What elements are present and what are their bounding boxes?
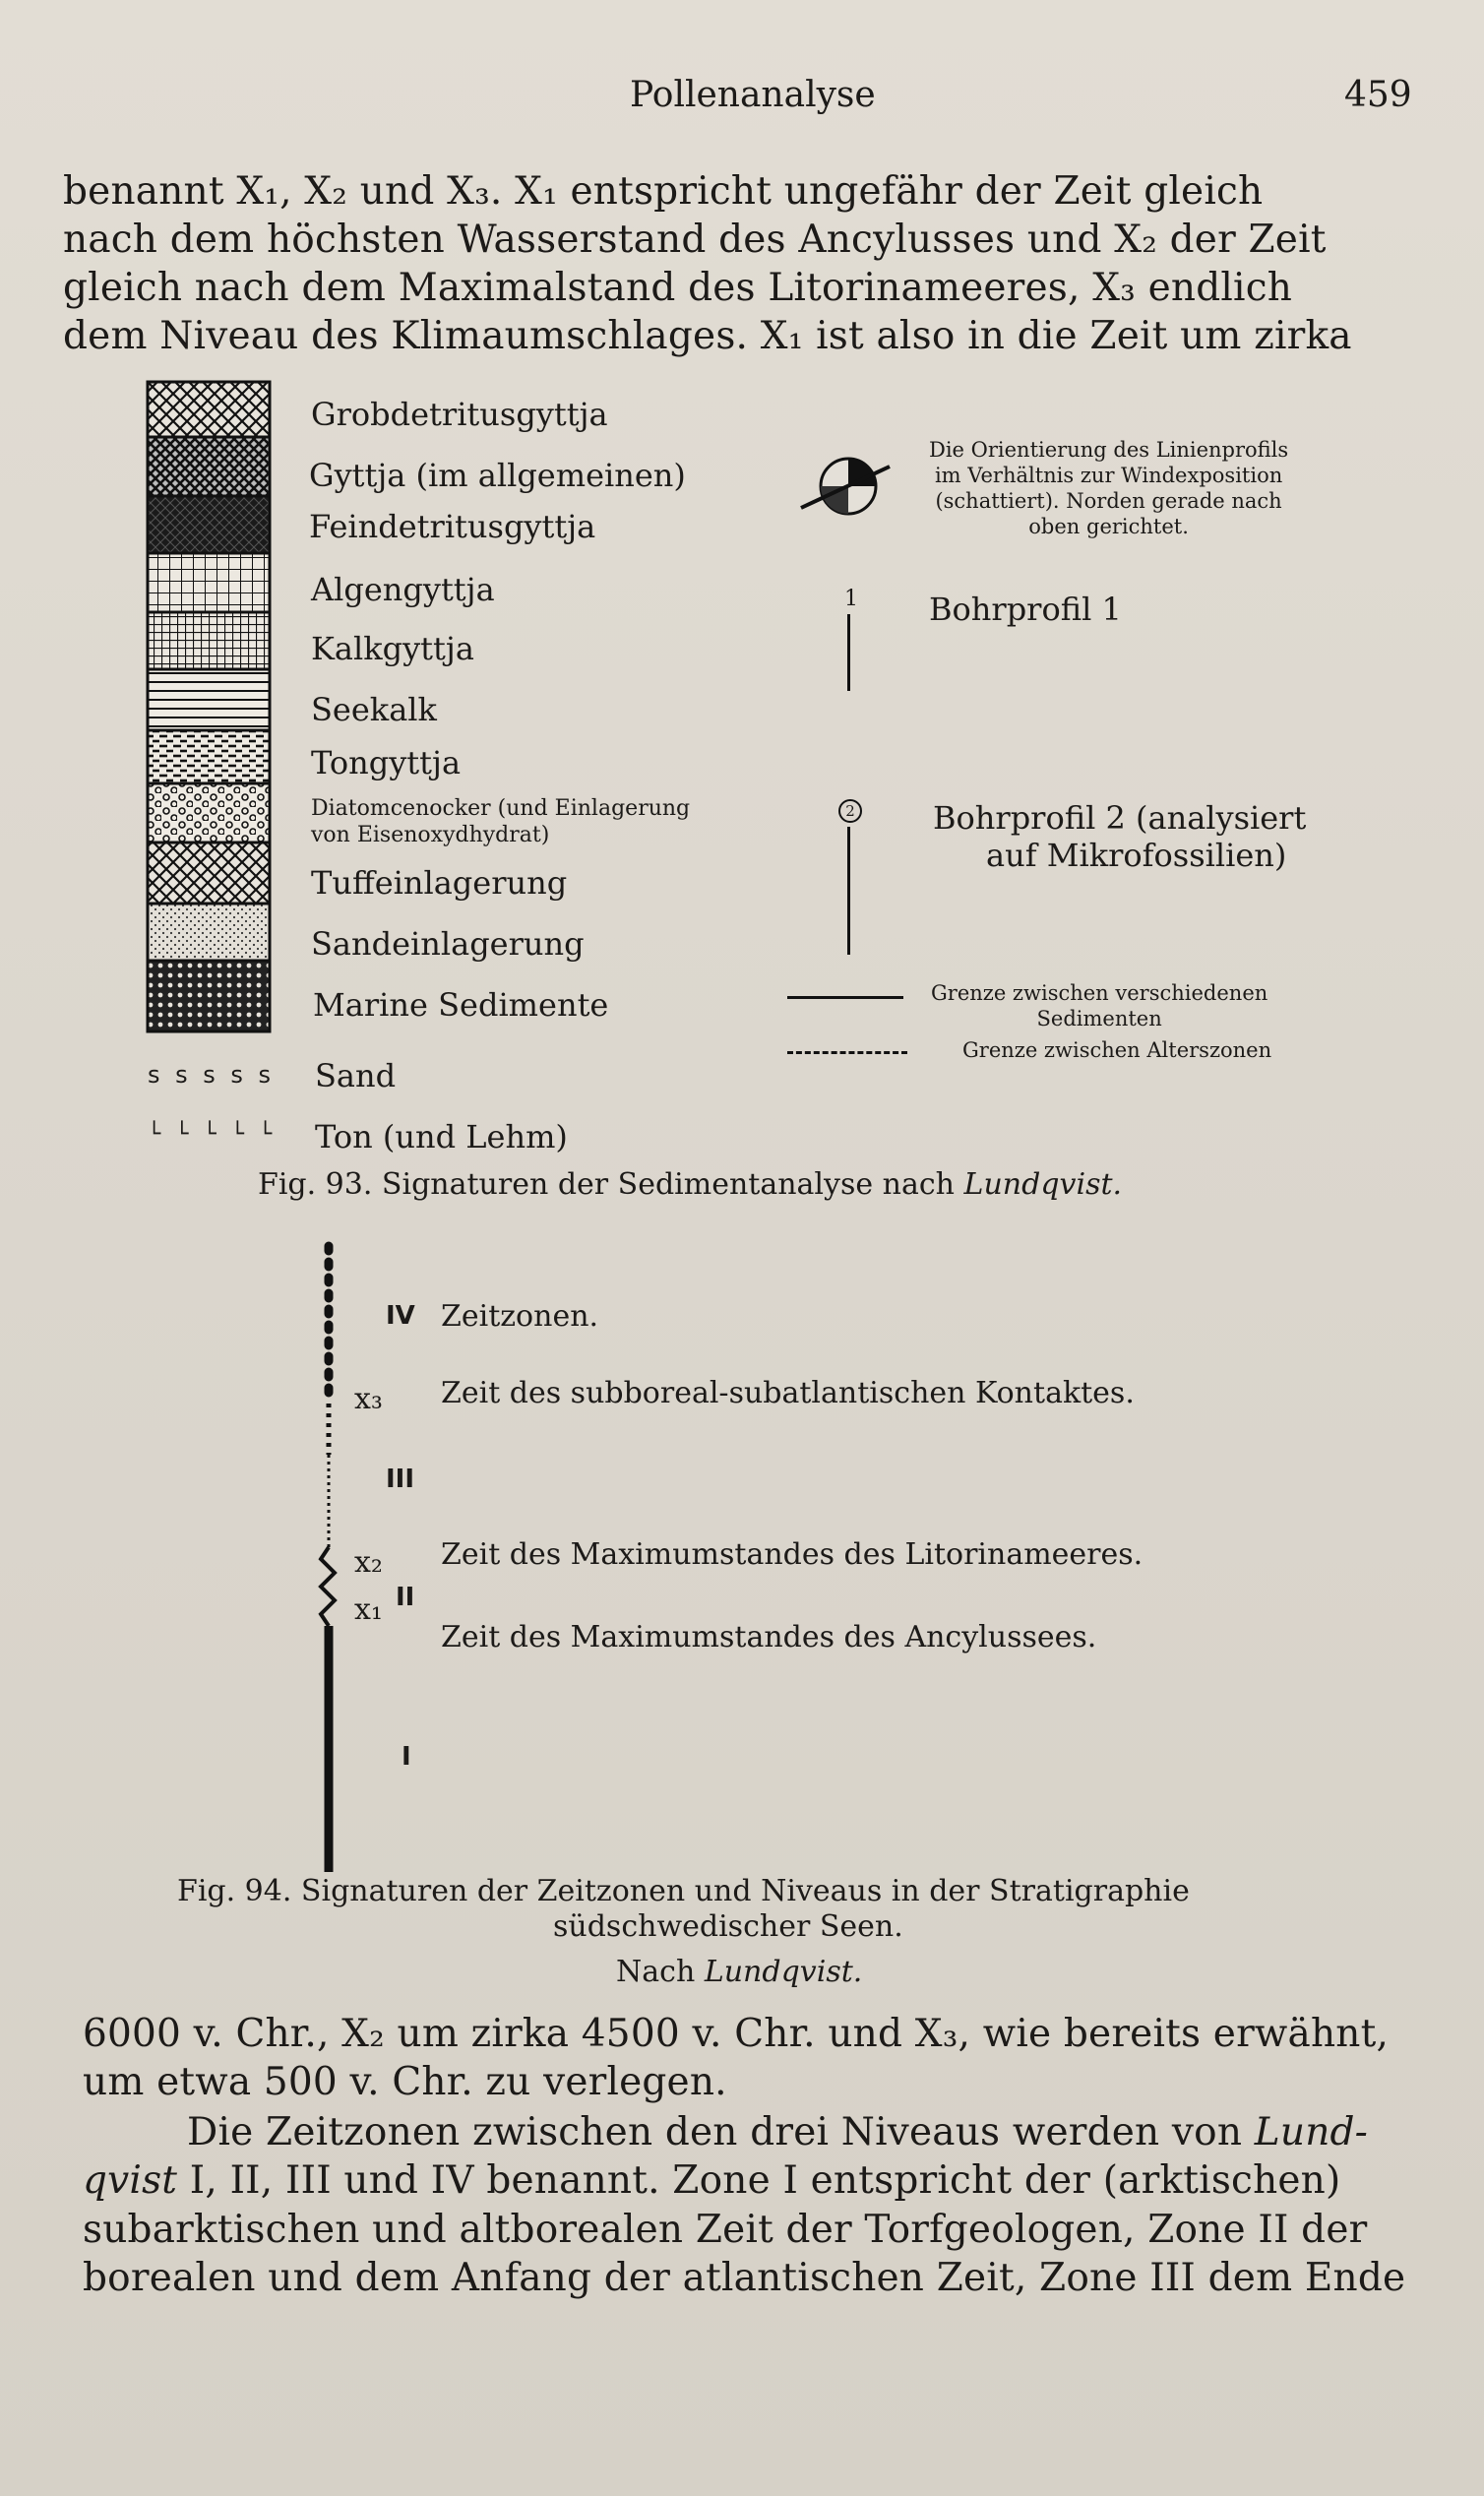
fig94-caption-line1: Fig. 94. Signaturen der Zeitzonen und Niveaus in der Stratigraphie (177, 1874, 1190, 1908)
orientation-note: Die Orientierung des Linienprofils im Verhältnis zur Windexposition (schattiert). Norden gerade nach oben gerichtet. (929, 438, 1289, 538)
legend-label: Kalkgyttja (311, 630, 474, 667)
legend-label: Feindetritusgyttja (309, 508, 596, 545)
legend-label-ton: Ton (und Lehm) (315, 1118, 568, 1155)
text-line: um etwa 500 v. Chr. zu verlegen. (83, 2060, 727, 2104)
text-line: qvist I, II, III und IV benannt. Zone I entspricht der (arktischen) (83, 2158, 1341, 2203)
legend-label: Gyttja (im allgemeinen) (309, 457, 686, 494)
legend-label: Tuffeinlagerung (311, 864, 568, 902)
bohrprofil2-marker: 2 (838, 799, 862, 823)
sediment-swatch-column (146, 380, 276, 1035)
zone-iv-marker: IV (386, 1301, 415, 1331)
legend-label: Algengyttja (311, 571, 495, 608)
x2-label: Zeit des Maximumstandes des Litorinameeres. (441, 1537, 1144, 1572)
swatch-kalkgyttja (148, 612, 270, 669)
legend-label: Grobdetritusgyttja (311, 396, 608, 433)
ton-symbol: └ └ └ └ └ (148, 1122, 277, 1147)
bohrprofil1-marker: 1 (844, 587, 858, 611)
text-line: gleich nach dem Maximalstand des Litorinameeres, X₃ endlich (63, 266, 1293, 310)
legend-label: Marine Sedimente (313, 986, 609, 1024)
text-line: Die Zeitzonen zwischen den drei Niveaus werden von Lund- (187, 2110, 1369, 2154)
swatch-tuffeinlagerung (148, 842, 270, 904)
text-line: 6000 v. Chr., X₂ um zirka 4500 v. Chr. und X₃, wie bereits erwähnt, (83, 2012, 1390, 2056)
page-number: 459 (1344, 75, 1412, 115)
swatch-diatomcenocker (148, 783, 270, 842)
zone-ii-marker: II (396, 1583, 415, 1612)
fig94-caption-line2: südschwedischer Seen. (553, 1909, 903, 1944)
x2-marker: x₂ (354, 1545, 383, 1580)
legend-label: Sandeinlagerung (311, 925, 585, 963)
grenze-alterszonen-label: Grenze zwischen Alterszonen (962, 1038, 1272, 1062)
orientation-compass-icon (799, 447, 894, 526)
grenze-sedimente-line (787, 996, 903, 999)
swatch-seekalk (148, 669, 270, 730)
text-line: benannt X₁, X₂ und X₃. X₁ entspricht ungefähr der Zeit gleich (63, 169, 1264, 214)
bohrprofil1-line (847, 614, 850, 691)
x3-label: Zeit des subboreal-subatlantischen Kontaktes. (441, 1376, 1135, 1410)
swatch-marine-sedimente (148, 961, 270, 1031)
legend-label-sand: Sand (315, 1057, 397, 1094)
zone-iii-marker: III (386, 1465, 415, 1494)
swatch-sandeinlagerung (148, 904, 270, 961)
swatch-algengyttja (148, 553, 270, 612)
bohrprofil2-line (847, 827, 850, 955)
text-line: dem Niveau des Klimaumschlages. X₁ ist also in die Zeit um zirka (63, 314, 1352, 358)
legend-label: Seekalk (311, 691, 437, 728)
sand-symbol: s s s s s (148, 1061, 276, 1089)
legend-label-diatom: Diatomcenocker (und Einlagerung von Eisenoxydhydrat) (311, 796, 691, 847)
x3-marker: x₃ (354, 1382, 383, 1416)
swatch-feindetritusgyttja (148, 496, 270, 553)
fig94-caption-author: Nach Lundqvist. (616, 1955, 863, 1989)
text-line: nach dem höchsten Wasserstand des Ancylusses und X₂ der Zeit (63, 218, 1327, 262)
bohrprofil2-label: Bohrprofil 2 (analysiert auf Mikrofossilien) (933, 799, 1307, 874)
running-header: Pollenanalyse (630, 75, 876, 115)
zone-iv-label: Zeitzonen. (441, 1299, 599, 1334)
x1-marker: x₁ (354, 1592, 383, 1627)
grenze-sedimente-label: Grenze zwischen verschiedenen Sedimenten (931, 981, 1268, 1030)
swatch-gyttja (148, 437, 270, 496)
zone-i-marker: I (402, 1742, 411, 1772)
x1-label: Zeit des Maximumstandes des Ancylussees. (441, 1620, 1097, 1654)
text-line: borealen und dem Anfang der atlantischen Zeit, Zone III dem Ende (83, 2256, 1406, 2300)
swatch-grobdetritusgyttja (148, 382, 270, 437)
legend-label: Tongyttja (311, 744, 462, 781)
swatch-tongyttja (148, 730, 270, 783)
grenze-alterszonen-line (787, 1051, 907, 1054)
bohrprofil1-label: Bohrprofil 1 (929, 591, 1122, 628)
fig93-caption: Fig. 93. Signaturen der Sedimentanalyse nach Lundqvist. (258, 1167, 1123, 1202)
text-line: subarktischen und altborealen Zeit der Torfgeologen, Zone II der (83, 2208, 1368, 2252)
